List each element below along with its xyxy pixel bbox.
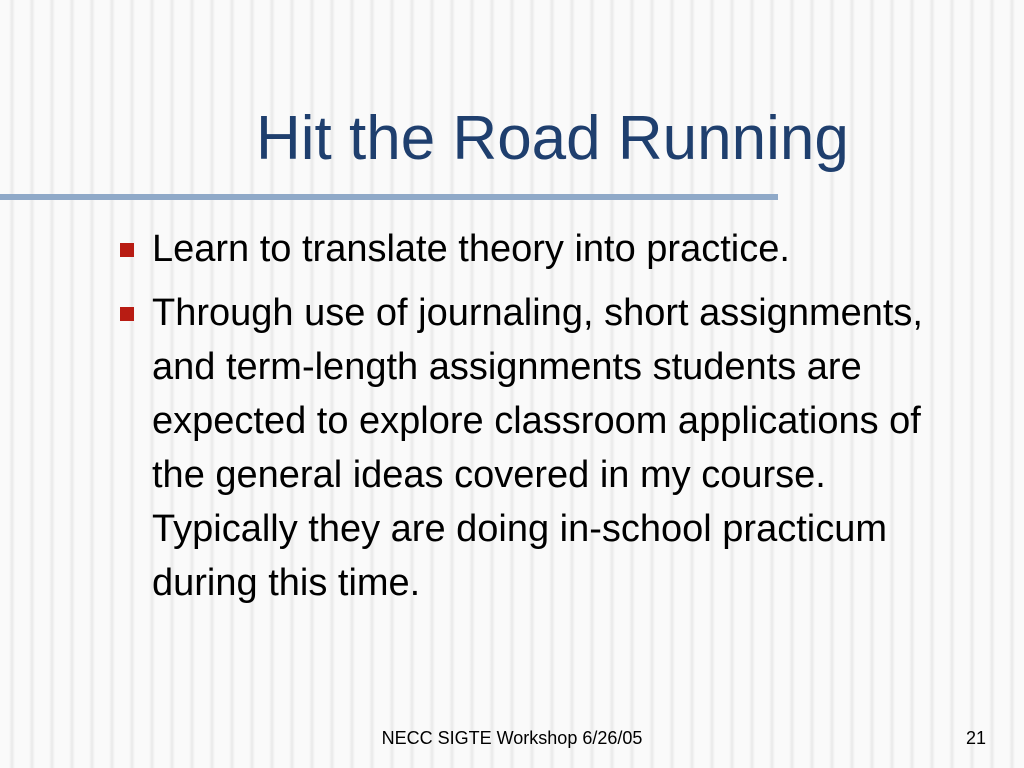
title-divider [0, 194, 778, 200]
square-bullet-icon [120, 243, 134, 257]
bullet-item [114, 286, 944, 610]
bullet-text: Through use of journaling, short assignments, and term-length assignments students are expected to explore classroom applications of the general ideas covered in my course. Typically they are doing in-school practicum during this time. [152, 292, 923, 604]
slide-footer: NECC SIGTE Workshop 6/26/05 [381, 728, 643, 748]
slide-title: Hit the Road Running [256, 104, 849, 173]
bullet-item [114, 222, 944, 276]
bullet-text: Learn to translate theory into practice. [152, 228, 790, 270]
slide-page-number: 21 [965, 728, 986, 748]
square-bullet-icon [120, 307, 134, 321]
bullet-list [114, 222, 944, 620]
